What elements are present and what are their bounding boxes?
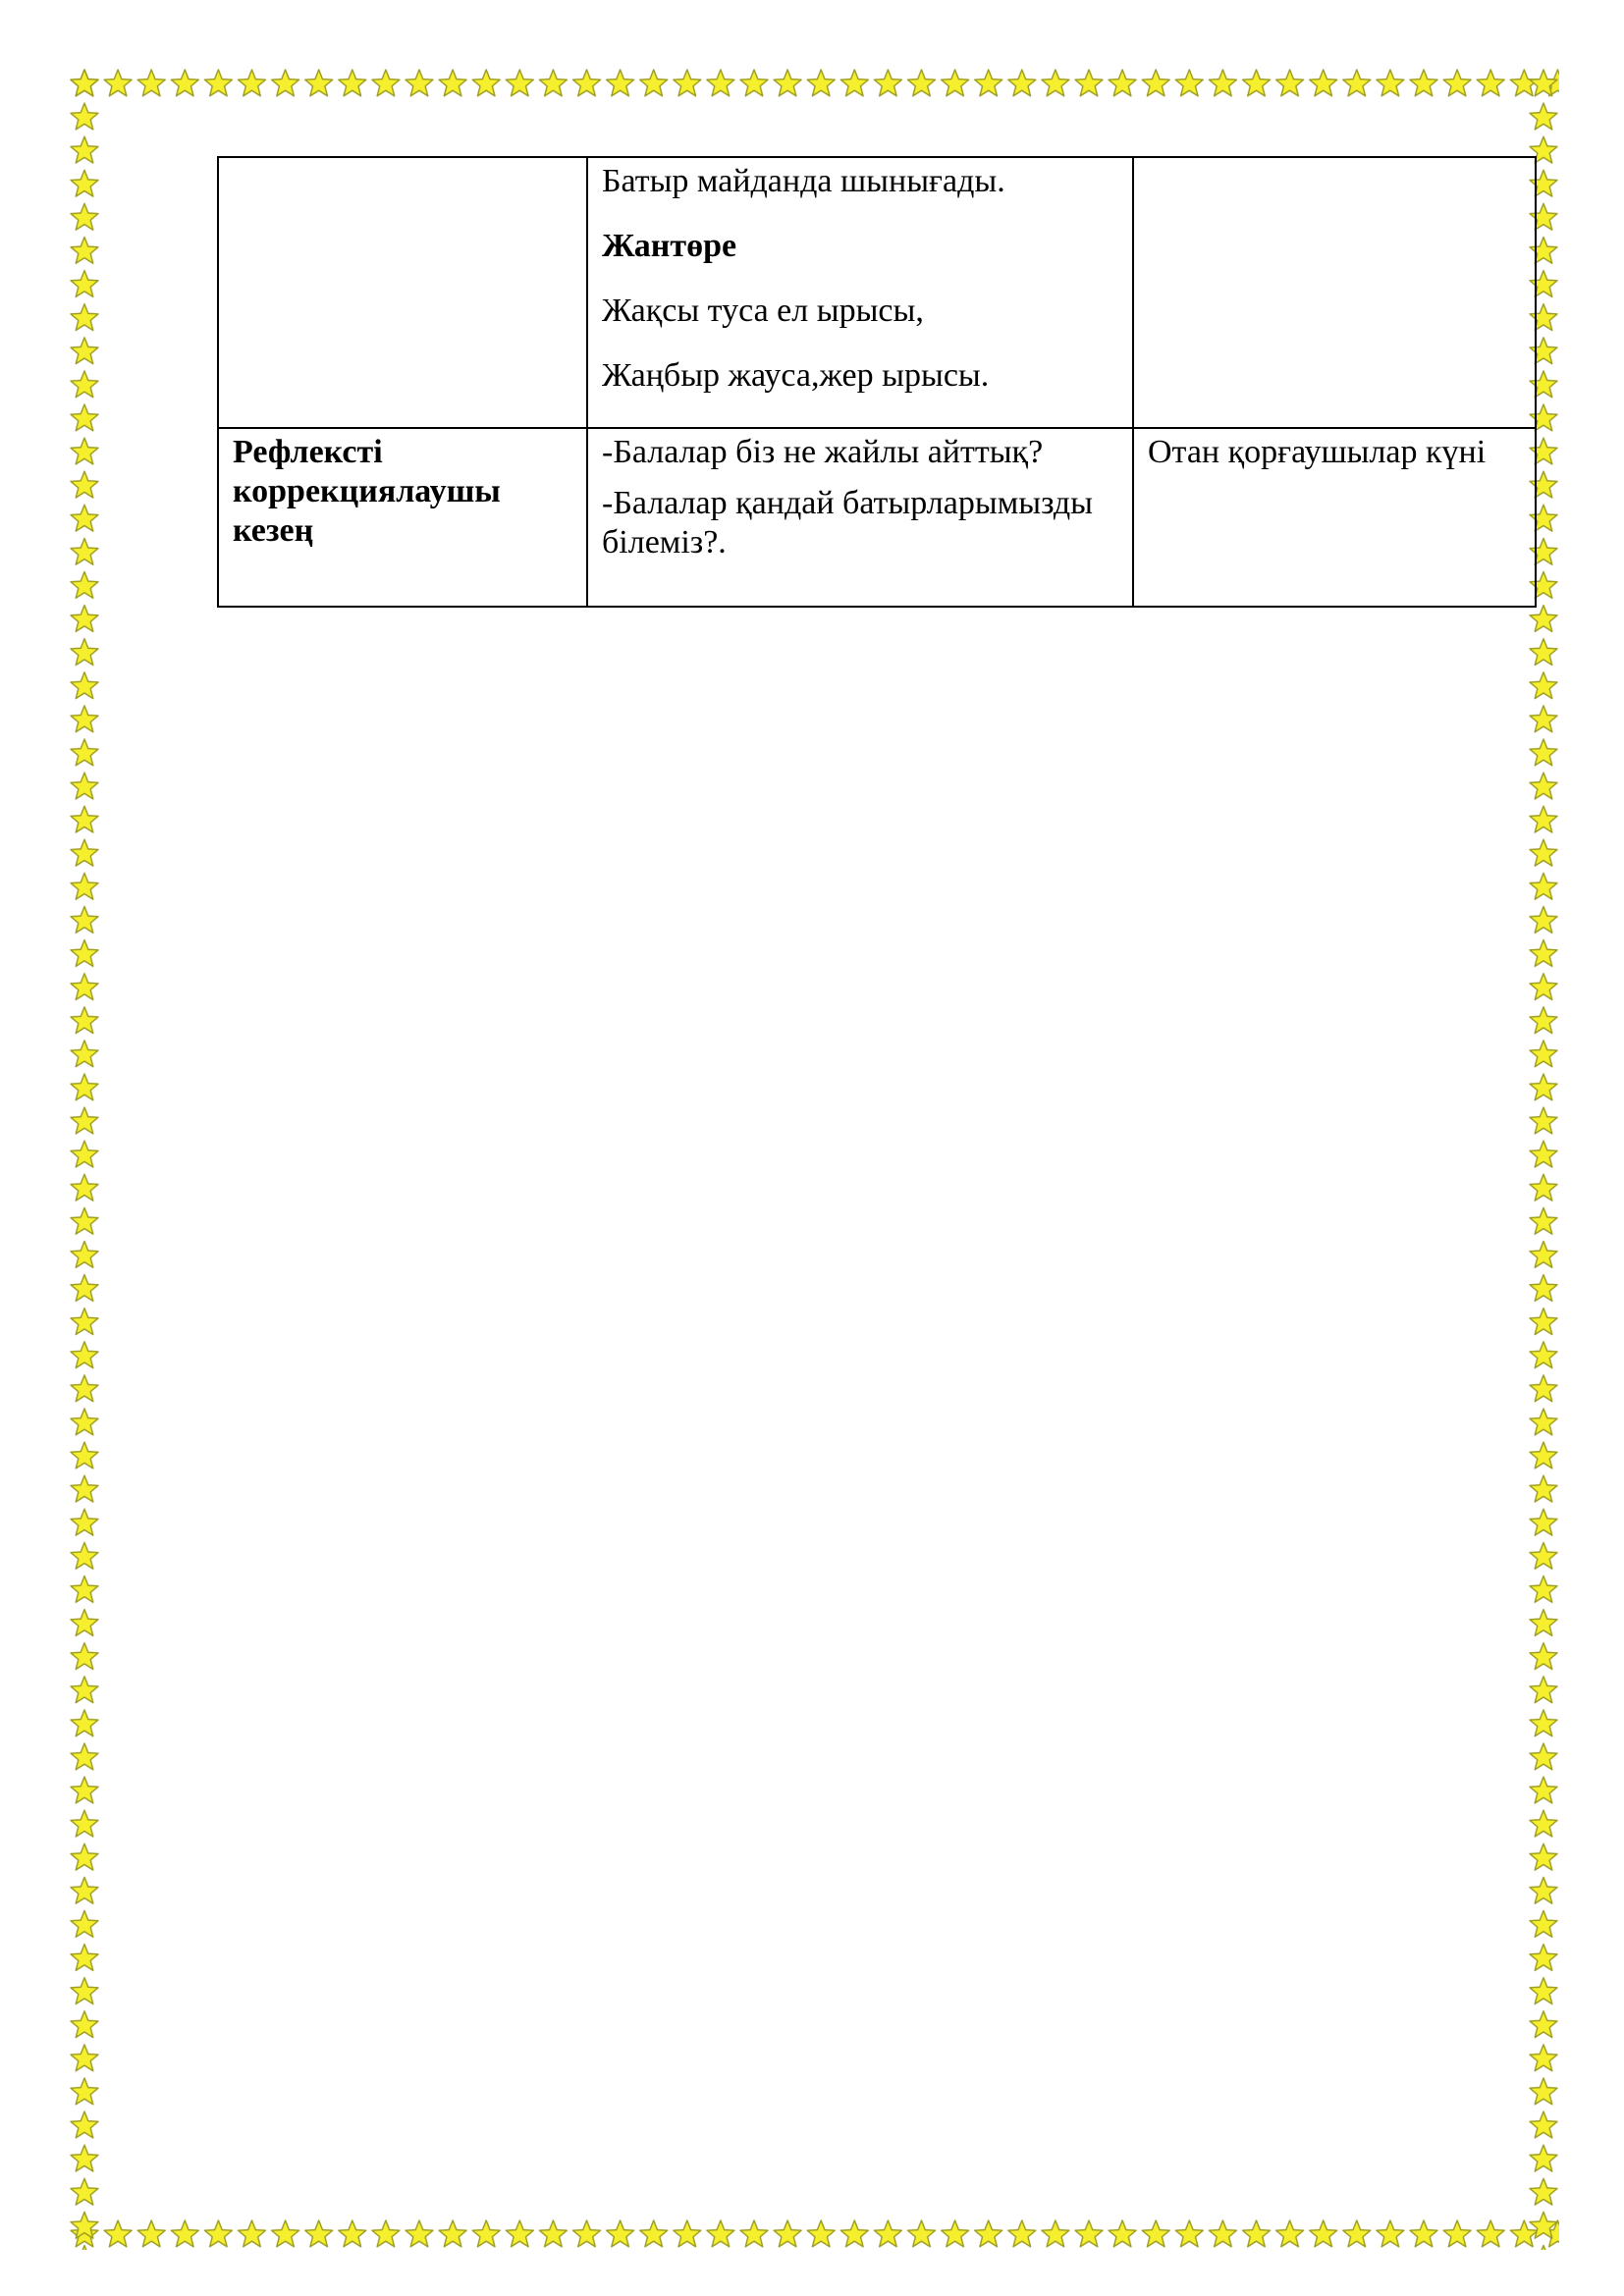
stage-cell xyxy=(218,157,587,428)
border-top xyxy=(69,68,1559,99)
table-row xyxy=(218,157,1536,428)
border-left xyxy=(69,68,100,2250)
star-row-bottom xyxy=(69,2218,1559,2250)
content-line: Жақсы туса ел ырысы, xyxy=(602,293,924,329)
border-bottom xyxy=(69,2218,1559,2250)
content-line: Батыр майданда шынығады. xyxy=(602,163,1005,199)
content-cell xyxy=(587,428,1133,607)
note-cell xyxy=(1133,157,1536,428)
note-cell xyxy=(1133,428,1536,607)
stage-cell xyxy=(218,428,587,607)
question-line: -Балалар қандай батырларымызды білеміз?. xyxy=(602,485,1094,561)
star-column-left xyxy=(69,68,100,2250)
question-line: -Балалар біз не жайлы айттық? xyxy=(602,434,1044,470)
star-row-top xyxy=(69,68,1559,99)
table-row xyxy=(218,428,1536,607)
note-text: Отан қорғаушылар күні xyxy=(1148,434,1487,470)
stage-label: Рефлексті коррекциялаушы кезең xyxy=(233,434,501,549)
content-line: Жаңбыр жауса,жер ырысы. xyxy=(602,357,990,394)
lesson-plan-table xyxy=(217,156,1537,608)
content-heading: Жантөре xyxy=(602,228,737,264)
content-cell xyxy=(587,157,1133,428)
